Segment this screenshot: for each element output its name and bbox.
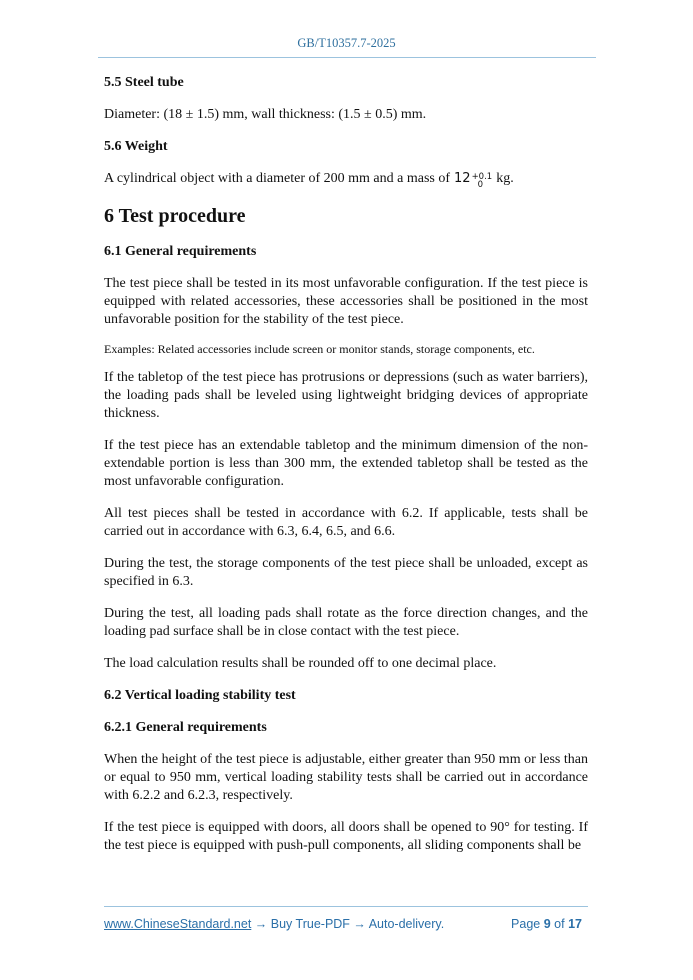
footer-promo-text: → Buy True-PDF → Auto-delivery. <box>251 917 445 931</box>
header-divider <box>98 57 596 58</box>
paragraph-6-1-all-test-pieces: All test pieces shall be tested in accordance with 6.2. If applicable, tests shall be carried out in accordance with 6.3, 6.4, 6.5, and 6.6. <box>104 506 588 539</box>
paragraph-6-1-tabletop-protrusions: If the tabletop of the test piece has protrusions or depressions (such as water barriers), the loading pads shall be leveled using lightweight bridging devices of appropriate thickness. <box>104 370 588 421</box>
mass-tolerance-upper: +0.1 <box>471 172 493 182</box>
paragraph-6-1-rounding: The load calculation results shall be rounded off to one decimal place. <box>104 656 497 671</box>
page-footer <box>104 917 588 931</box>
heading-6-2-1: 6.2.1 General requirements <box>104 720 267 735</box>
page-label: Page <box>511 917 541 931</box>
chinese-standard-link[interactable]: www.ChineseStandard.net <box>104 917 252 931</box>
document-body <box>104 74 588 855</box>
paragraph-6-2-1-height-adjustable: When the height of the test piece is adjustable, either greater than 950 mm or less than or equal to 950 mm, vertical loading stability tests shall be carried out in accordance with 6.2.2 and 6.2.3, respectively. <box>104 752 588 803</box>
mass-formula <box>454 170 492 189</box>
heading-6-1: 6.1 General requirements <box>104 244 257 259</box>
paragraph-6-1-unfavorable-config: The test piece shall be tested in its most unfavorable configuration. If the test piece is equipped with related accessories, these accessories shall be positioned in the most unfavorable position for the stability of the test piece. <box>104 276 588 327</box>
weight-text-after: kg. <box>496 171 514 186</box>
weight-text-before: A cylindrical object with a diameter of 200 mm and a mass of <box>104 171 451 186</box>
note-examples-accessories: Examples: Related accessories include screen or monitor stands, storage components, etc. <box>104 342 535 356</box>
page-total: 17 <box>568 917 582 931</box>
mass-tolerance <box>472 173 493 189</box>
paragraph-steel-tube: Diameter: (18 ± 1.5) mm, wall thickness: (1.5 ± 0.5) mm. <box>104 107 427 122</box>
footer-promo <box>104 917 444 931</box>
standard-code-header: GB/T10357.7-2025 <box>297 36 396 50</box>
page-indicator <box>511 917 582 931</box>
paragraph-6-1-extendable-tabletop: If the test piece has an extendable tabletop and the minimum dimension of the non-extendable portion is less than 300 mm, the extended tabletop shall be tested as the most unfavorable configuration. <box>104 438 588 489</box>
heading-5-5: 5.5 Steel tube <box>104 75 184 90</box>
page-current: 9 <box>543 917 551 931</box>
page-of: of <box>554 917 565 931</box>
paragraph-6-1-loading-pads-rotate: During the test, all loading pads shall rotate as the force direction changes, and the loading pad surface shall be in close contact with the test piece. <box>104 606 588 639</box>
paragraph-6-2-1-doors: If the test piece is equipped with doors, all doors shall be opened to 90° for testing. If the test piece is equipped with push-pull components, all sliding components shall be <box>104 820 588 853</box>
footer-divider <box>104 906 588 907</box>
heading-6-test-procedure: 6 Test procedure <box>104 205 246 227</box>
paragraph-weight <box>104 170 588 189</box>
mass-value: 12 <box>454 171 471 186</box>
mass-tolerance-lower: 0 <box>477 180 483 190</box>
paragraph-6-1-storage-unloaded: During the test, the storage components of the test piece shall be unloaded, except as specified in 6.3. <box>104 556 588 589</box>
heading-6-2: 6.2 Vertical loading stability test <box>104 688 296 703</box>
heading-5-6: 5.6 Weight <box>104 139 168 154</box>
